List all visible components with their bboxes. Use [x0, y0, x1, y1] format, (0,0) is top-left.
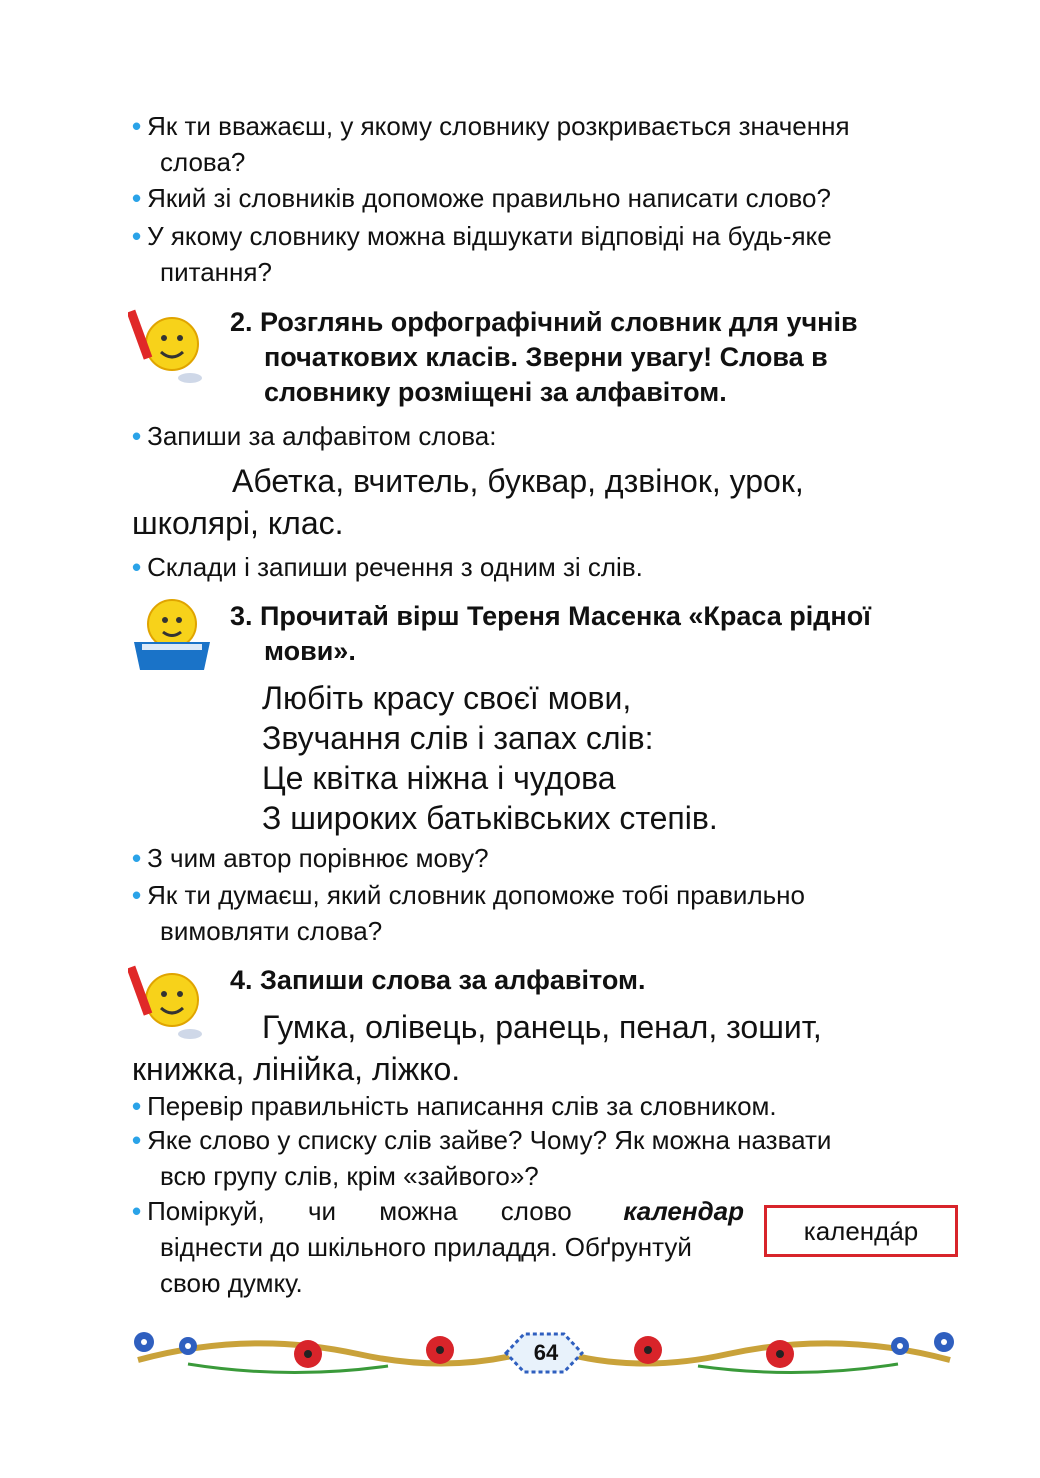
instruction-bullet — [132, 418, 962, 454]
task-3-heading — [230, 599, 962, 669]
task-4-line1: 4. Запиши слова за алфавітом. — [230, 965, 646, 995]
highlighted-word: календар — [623, 1196, 744, 1226]
bullet-dot: • — [132, 552, 142, 582]
instruction-bullet — [132, 549, 962, 585]
word-list-line2: книжка, лінійка, ліжко. — [132, 1051, 461, 1087]
poem-line: Любіть красу своєї мови, — [262, 680, 632, 716]
bullet-dot: • — [132, 183, 142, 213]
instruction-bullet — [132, 1088, 962, 1124]
word-list-line2: школярі, клас. — [132, 505, 344, 541]
question-bullet — [132, 1193, 744, 1301]
task-4-heading — [230, 963, 962, 998]
word-list — [132, 1006, 962, 1048]
question-text: Який зі словників допоможе правильно написати слово? — [147, 183, 831, 213]
page-number: 64 — [533, 1340, 559, 1365]
question-text: Як ти вважаєш, у якому словнику розкривається значення — [147, 111, 850, 141]
question-text: Як ти думаєш, який словник допоможе тобі правильно — [147, 880, 805, 910]
question-text-cont: свою думку. — [160, 1268, 303, 1298]
bullet-dot: • — [132, 843, 142, 873]
task-2-line2: початкових класів. Зверни увагу! Слова в — [264, 342, 828, 372]
task-3-line2: мови». — [264, 636, 356, 666]
word-list-line1: Гумка, олівець, ранець, пенал, зошит, — [262, 1009, 822, 1045]
question-bullet — [132, 218, 962, 290]
poem-line: Звучання слів і запах слів: — [262, 720, 654, 756]
question-text: У якому словнику можна відшукати відповіді на будь-яке — [147, 221, 832, 251]
bullet-dot: • — [132, 221, 142, 251]
bullet-dot: • — [132, 111, 142, 141]
poem-line: З широких батьківських степів. — [262, 800, 718, 836]
bullet-dot: • — [132, 880, 142, 910]
question-text-cont: всю групу слів, крім «зайвого»? — [160, 1161, 539, 1191]
task-2-heading — [230, 305, 962, 410]
bullet-dot: • — [132, 421, 142, 451]
bullet-dot: • — [132, 1196, 142, 1226]
poem — [262, 678, 718, 838]
instruction-text: Перевір правильність написання слів за словником. — [147, 1091, 777, 1121]
question-text: З чим автор порівнює мову? — [147, 843, 489, 873]
bullet-dot: • — [132, 1125, 142, 1155]
dictionary-word-box — [764, 1205, 958, 1257]
reading-smiley-icon — [132, 594, 212, 672]
word-list — [132, 460, 962, 502]
question-bullet — [132, 108, 962, 180]
question-bullet — [132, 180, 962, 216]
question-text-cont: вимовляти слова? — [160, 916, 383, 946]
task-3-line1: 3. Прочитай вірш Тереня Масенка «Краса рідної — [230, 601, 871, 631]
word-list-line1: Абетка, вчитель, буквар, дзвінок, урок, — [232, 463, 804, 499]
poem-line: Це квітка ніжна і чудова — [262, 760, 616, 796]
question-text-cont: питання? — [160, 257, 272, 287]
question-bullet — [132, 877, 962, 949]
question-bullet — [132, 840, 962, 876]
question-bullet — [132, 1122, 962, 1194]
bullet-dot: • — [132, 1091, 142, 1121]
word-list-cont — [132, 1048, 962, 1090]
pencil-smiley-icon — [128, 302, 204, 386]
task-2-line3: словнику розміщені за алфавітом. — [264, 377, 727, 407]
instruction-text: Склади і запиши речення з одним зі слів. — [147, 552, 643, 582]
dictionary-word: календа́р — [803, 1216, 919, 1246]
instruction-text: Запиши за алфавітом слова: — [147, 421, 497, 451]
question-text: Поміркуй, чи можна слово — [147, 1196, 572, 1226]
question-text-cont: віднести до шкільного приладдя. Обґрунтуй — [160, 1232, 692, 1262]
task-2-line1: 2. Розглянь орфографічний словник для учнів — [230, 307, 858, 337]
question-text: Яке слово у списку слів зайве? Чому? Як можна назвати — [147, 1125, 832, 1155]
word-list-cont — [132, 502, 962, 544]
question-text-cont: слова? — [160, 147, 246, 177]
